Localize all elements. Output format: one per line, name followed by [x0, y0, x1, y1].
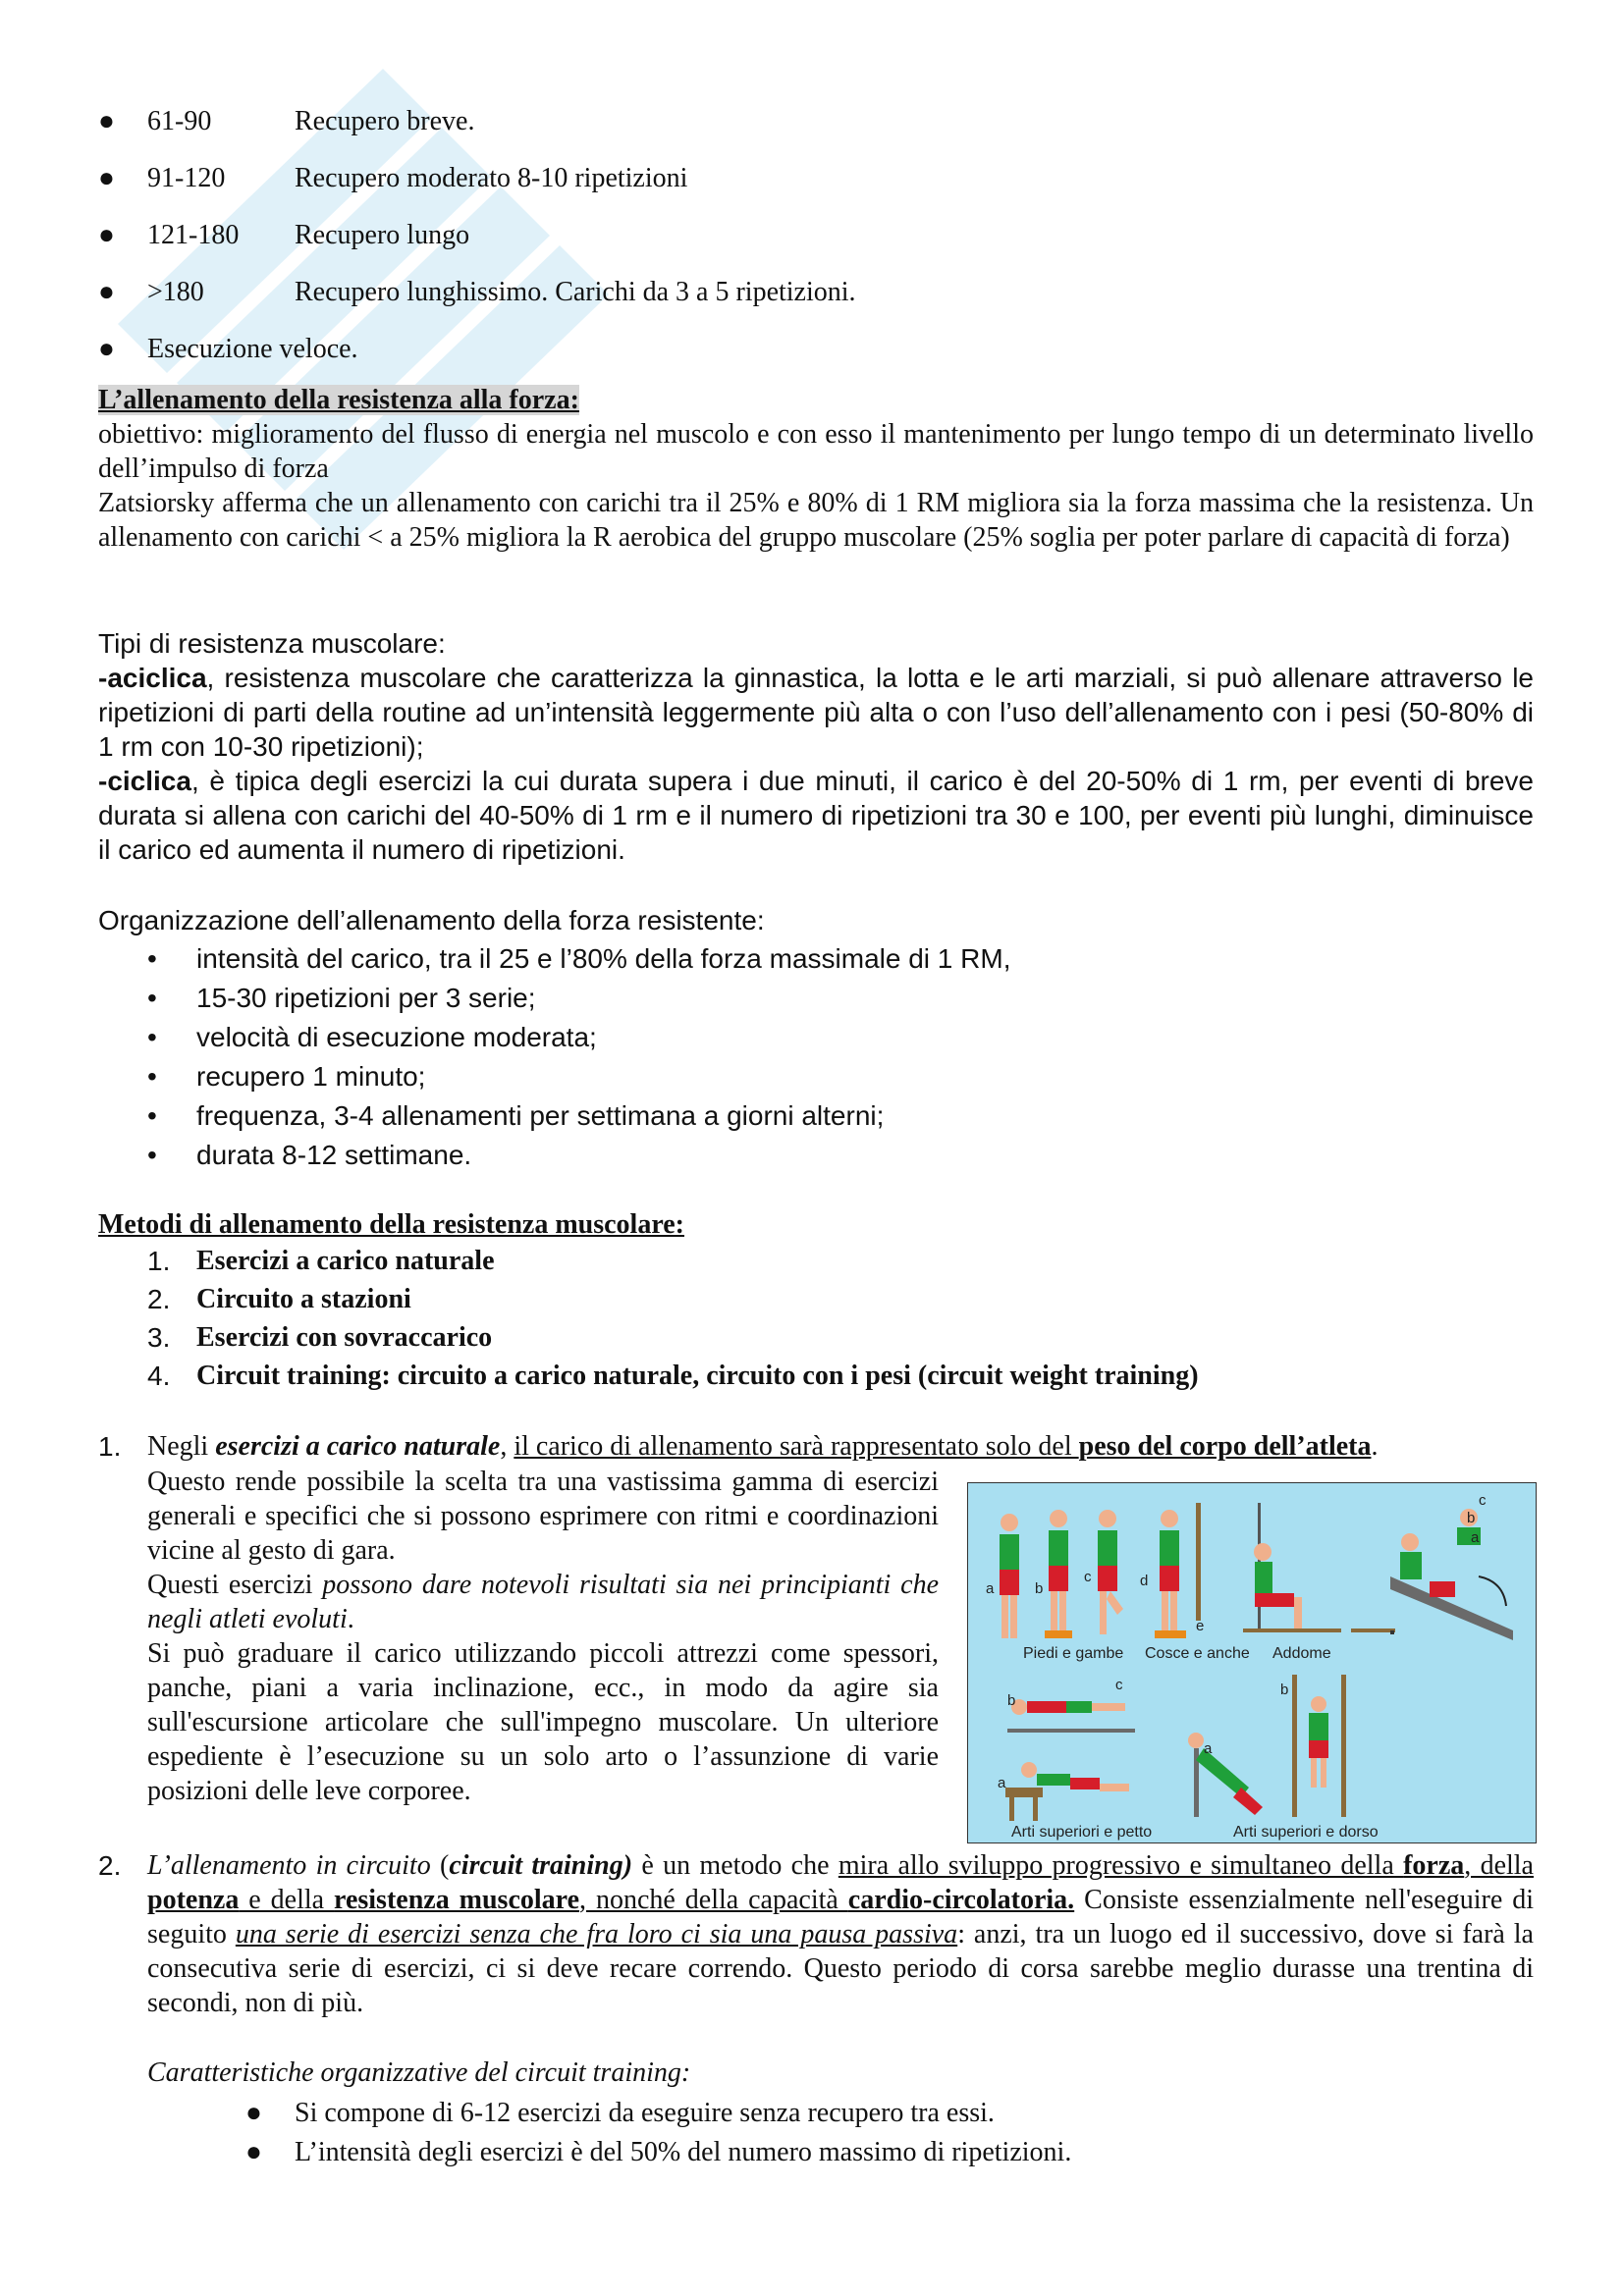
figure-chest-1: [1007, 1699, 1135, 1733]
caption-cosce-anche: Cosce e anche: [1145, 1645, 1250, 1662]
figure-standing-4: [1155, 1503, 1201, 1638]
term: -aciclica: [98, 663, 207, 693]
section-tipi-resistenza: [98, 626, 1534, 867]
figure-standing-1: [1000, 1514, 1019, 1638]
section-metodi: [98, 1207, 1534, 1395]
exercise-illustration: [967, 1482, 1537, 1843]
label-letter: b: [1035, 1580, 1044, 1597]
point-2: 2. L’allenamento in circuito (circuit training) è un metodo che mira allo sviluppo progressivo e simultaneo della forza, della potenza e della resistenza muscolare, nonché della capacità cardio-circolatoria. Consiste essenzialmente nell'eseguire di seguito una serie di esercizi senza che fra loro ci sia una pausa passiva: anzi, tra un luogo ed il successivo, dove si farà la consecutiva serie di esercizi, ci si deve recare correndo. Questo periodo di corsa sarebbe meglio durasse una trentina di secondi, non di più.: [98, 1850, 1535, 2018]
label-letter: a: [986, 1580, 995, 1597]
list-item: • frequenza, 3-4 allenamenti per settimana a giorni alterni;: [98, 1096, 1534, 1136]
caption-arti-dorso: Arti superiori e dorso: [1233, 1824, 1379, 1841]
figure-back-2: [1292, 1675, 1346, 1817]
figure-chest-2: [1005, 1762, 1129, 1821]
list-item: • intensità del carico, tra il 25 e l’80% della forza massimale di 1 RM,: [98, 939, 1534, 979]
label-letter: e: [1196, 1618, 1205, 1634]
label-letter: a: [1471, 1529, 1480, 1546]
heading: Metodi di allenamento della resistenza muscolare:: [98, 1209, 684, 1240]
section-organizzazione: [98, 903, 1534, 1175]
list-item: • velocità di esecuzione moderata;: [98, 1018, 1534, 1057]
figure-standing-2: [1045, 1510, 1072, 1638]
figure-standing-3: [1098, 1510, 1123, 1634]
exercise-figures-icon: [968, 1483, 1536, 1842]
list-item: • durata 8-12 settimane.: [98, 1136, 1534, 1175]
heading: Organizzazione dell’allenamento della forza resistente:: [98, 905, 765, 935]
label-letter: b: [1467, 1510, 1476, 1526]
list-item: 4. Circuit training: circuito a carico naturale, circuito con i pesi (circuit weight training): [147, 1361, 1199, 1391]
paragraph: obiettivo: miglioramento del flusso di energia nel muscolo e con esso il mantenimento per lungo tempo di un determinato livello dell’impulso di forza: [98, 419, 1534, 484]
paragraph: Questo rende possibile la scelta tra una vastissima gamma di esercizi generali e specifici che si possono esprimere con ritmi e coordinazioni vicine al gesto di gara.: [147, 1467, 939, 1566]
label-letter: d: [1140, 1573, 1149, 1589]
document-page: ● 61-90 Recupero breve. ● 91-120 Recupero moderato 8-10 ripetizioni ● 121-180 Recupero lungo ● >180 Recupero lunghissimo. Carichi da 3 a 5 ripetizioni. ● Esecuzione veloce. L’allenamento della resistenza alla forza: obiettivo: miglioramento del flusso di energia nel muscolo e con esso il mantenimento per lungo tempo di un determinato livello dell’impulso di forza Zatsiorsky afferma che un allenamento con carichi tra il 25% e 80% di 1 RM migliora sia la forza massima che la resistenza. Un allenamento con carichi < a 25% migliora la R aerobica del gruppo muscolare (25% soglia per poter parlare di capacità di forza) Tipi di resistenza muscolare: -aciclica, resistenza muscolare che caratterizza la ginnastica, la lotta e le arti marziali, si può allenare attraverso le ripetizioni di parti della routine ad un’intensità leggermente più alta o con l’uso dell’allenamento con i pesi (50-80% di 1 rm con 10-30 ripetizioni); -ciclica, è tipica degli esercizi la cui durata supera i due minuti, il carico è del 20-50% di 1 rm, per eventi di breve durata si allena con carichi del 40-50% di 1 rm e il numero di ripetizioni tra 30 e 100, per eventi più lunghi, diminuisce il carico ed aumenta il numero di ripetizioni. Organizzazione dell’allenamento della forza resistente: • intensità del carico, tra il 25 e l’80% della forza massimale di 1 RM, • 15-30 ripetizioni per 3 serie; • velocità di esecuzione moderata; • recupero 1 minuto; • frequenza, 3-4 allenamenti per settimana a giorni alterni; • durata 8-12 settimane. Metodi di allenamento della resistenza muscolare: 1. Esercizi a carico naturale 2. Circuito a stazioni 3. Esercizi con sovraccarico 4. Circuit training: circuito a carico naturale, circuito con i pesi (circuit weight training) 1. Negli esercizi a carico naturale, il carico di allenamento sarà rappresentato solo del peso del corpo dell’atleta. Questo rende possibile la scelta tra una vastissima gamma di esercizi generali e specifici che si possono esprimere con ritmi e coordinazioni vicine al gesto di gara. Questi esercizi possono dare notevoli risultati sia nei principianti che negli atleti evoluti. Si può graduare il carico utilizzando piccoli attrezzi come spessori, panche, piani a varia inclinazione, ecc., in modo da agire sia sull'escursione articolare che sull'impegno muscolare. Un ulteriore espediente è l’esecuzione su un solo arto o l’assunzione di varie posizioni delle leve corporee. Piedi e gambe Cosce e anche Addome Arti superiori e petto Arti superiori e dorso a b c d e c b a c b a b a 2. L’allenamento in circuito (circuit training) è un metodo che mira allo sviluppo progressivo e simultaneo della forza, della potenza e della resistenza muscolare, nonché della capacità cardio-circolatoria. Consiste essenzialmente nell'eseguire di seguito una serie di esercizi senza che fra loro ci sia una pausa passiva: anzi, tra un luogo ed il successivo, dove si farà la consecutiva serie di esercizi, ci si deve recare correndo. Questo periodo di corsa sarebbe meglio durasse una trentina di secondi, non di più. Caratteristiche organizzative del circuit training: ● Si compone di 6-12 esercizi da eseguire senza recupero tra essi. ● L’intensità degli esercizi è del 50% del numero massimo di ripetizioni.: [0, 0, 1623, 2296]
label-letter: b: [1280, 1682, 1289, 1698]
label-letter: a: [998, 1775, 1006, 1791]
char-heading: Caratteristiche organizzative del circuit training:: [147, 2057, 691, 2088]
point-1-heading: 1. Negli esercizi a carico naturale, il carico di allenamento sarà rappresentato solo del peso del corpo dell’atleta.: [98, 1431, 1379, 1462]
caption-piedi-gambe: Piedi e gambe: [1023, 1645, 1124, 1662]
list-item: 3. Esercizi con sovraccarico: [147, 1322, 493, 1353]
paragraph: Zatsiorsky afferma che un allenamento con carichi tra il 25% e 80% di 1 RM migliora sia la forza massima che la resistenza. Un allenamento con carichi < a 25% migliora la R aerobica del gruppo muscolare (25% soglia per poter parlare di capacità di forza): [98, 488, 1534, 553]
term: -ciclica: [98, 766, 191, 796]
label-letter: c: [1479, 1492, 1487, 1509]
caption-arti-petto: Arti superiori e petto: [1011, 1824, 1153, 1841]
point-1-body: [147, 1465, 939, 1808]
label-letter: c: [1084, 1569, 1092, 1585]
list-item: • recupero 1 minuto;: [98, 1057, 1534, 1096]
label-letter: b: [1007, 1692, 1016, 1709]
list-item: 2. Circuito a stazioni: [147, 1284, 411, 1314]
heading: Tipi di resistenza muscolare:: [98, 628, 446, 659]
section-resistenza-forza: [98, 383, 1534, 555]
paragraph: -aciclica, resistenza muscolare che caratterizza la ginnastica, la lotta e le arti marziali, si può allenare attraverso le ripetizioni di parti della routine ad un’intensità leggermente più alta o con l’uso dell’allenamento con i pesi (50-80% di 1 rm con 10-30 ripetizioni);: [98, 663, 1534, 762]
term: esercizi a carico naturale: [215, 1431, 501, 1462]
paragraph: -ciclica, è tipica degli esercizi la cui durata supera i due minuti, il carico è del 20-50% di 1 rm, per eventi di breve durata si allena con carichi del 40-50% di 1 rm e il numero di ripetizioni tra 30 e 100, per eventi più lunghi, diminuisce il carico ed aumenta il numero di ripetizioni.: [98, 766, 1534, 865]
list-item: 1. Esercizi a carico naturale: [147, 1246, 495, 1276]
paragraph: Questi esercizi possono dare notevoli risultati sia nei principianti che negli atleti evoluti.: [147, 1570, 940, 1634]
paragraph: Si può graduare il carico utilizzando piccoli attrezzi come spessori, panche, piani a varia inclinazione, ecc., in modo da agire sia sull'escursione articolare che sull'impegno muscolare. Un ulteriore espediente è l’esecuzione su un solo arto o l’assunzione di varie posizioni delle leve corporee.: [147, 1638, 939, 1806]
label-letter: c: [1115, 1677, 1123, 1693]
caption-addome: Addome: [1272, 1645, 1331, 1662]
section-title: L’allenamento della resistenza alla forza:: [98, 385, 579, 415]
term: L’allenamento in circuito: [147, 1850, 431, 1881]
list-item: • 15-30 ripetizioni per 3 serie;: [98, 979, 1534, 1018]
label-letter: a: [1204, 1740, 1213, 1757]
figure-thigh: [1254, 1503, 1302, 1632]
figure-back-1: [1188, 1733, 1263, 1817]
